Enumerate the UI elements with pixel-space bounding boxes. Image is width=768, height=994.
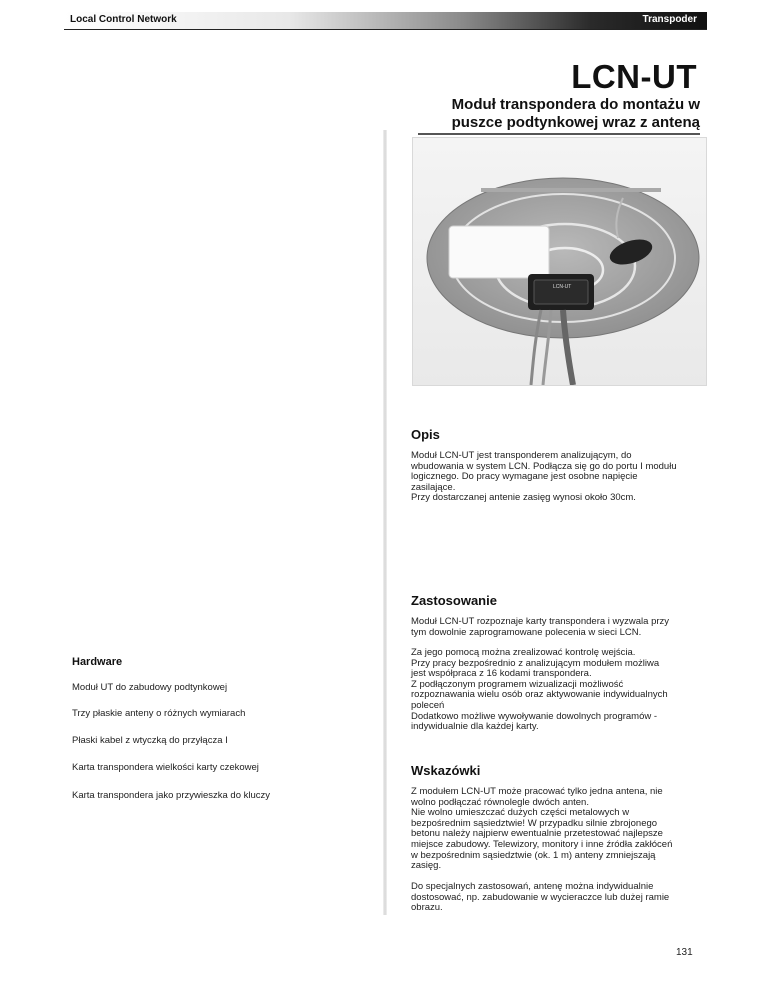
hardware-heading: Hardware — [72, 656, 123, 668]
wskazowki-line: bezpośrednim sąsiedztwie! W przypadku silnie zbrojonego — [411, 817, 658, 829]
zastosowanie-line: jest współpraca z 16 kodami transpondera. — [411, 668, 592, 680]
opis-paragraph — [411, 451, 697, 504]
zastosowanie-heading: Zastosowanie — [411, 593, 497, 608]
header-right-label: Transpoder — [642, 14, 697, 25]
wskazowki-line: w bezpośrednim sąsiedztwie (ok. 1 m) anteny zmniejszają — [411, 849, 656, 861]
header-left-label: Local Control Network — [70, 14, 177, 25]
hardware-item: Trzy płaskie anteny o różnych wymiarach — [72, 708, 246, 719]
opis-heading: Opis — [411, 427, 440, 442]
opis-line: zasilające. — [411, 481, 456, 493]
zastosowanie-paragraph-2 — [411, 648, 697, 733]
page-number: 131 — [676, 947, 693, 958]
zastosowanie-line: Dodatkowo możliwe wywoływanie dowolnych programów - — [411, 710, 658, 722]
page-subtitle — [418, 96, 700, 132]
wskazowki-line: betonu należy najpierw ewentualnie przetestować najlepsze — [411, 828, 663, 840]
zastosowanie-line: tym dowolnie zaprogramowane polecenia w sieci LCN. — [411, 626, 642, 638]
zastosowanie-line: Moduł LCN-UT rozpoznaje karty transpondera i wyzwala przy — [411, 616, 670, 627]
product-photo — [412, 137, 707, 386]
wskazowki-line: Do specjalnych zastosowań, antenę można indywidualnie — [411, 881, 654, 892]
subtitle-line: puszce podtynkowej wraz z anteną — [451, 114, 700, 131]
device-label: LCN-UT — [553, 284, 572, 290]
zastosowanie-paragraph-1 — [411, 617, 697, 638]
zastosowanie-line: indywidualnie dla każdej karty. — [411, 721, 539, 733]
opis-line: wbudowania w system LCN. Podłącza się go do portu I modułu — [411, 460, 677, 472]
zastosowanie-line: poleceń — [411, 699, 445, 711]
wskazowki-line: zasięg. — [411, 860, 442, 872]
subtitle-line: Moduł transpondera do montażu w — [451, 96, 700, 113]
wskazowki-line: obrazu. — [411, 902, 443, 914]
wskazowki-line: miejsce zabudowy. Telewizory, monitory i inne źródła zakłóceń — [411, 838, 673, 850]
zastosowanie-line: Za jego pomocą można zrealizować kontrolę wejścia. — [411, 647, 636, 658]
hardware-item: Płaski kabel z wtyczką do przyłącza I — [72, 735, 228, 746]
column-divider — [383, 130, 387, 915]
zastosowanie-line: Z podłączonym programem wizualizacji możliwość — [411, 678, 624, 690]
page-title: LCN-UT — [571, 58, 697, 95]
wskazowki-paragraph-1 — [411, 787, 697, 872]
wskazowki-line: dostosować, np. zabudowanie w wycieraczce lub dużej ramie — [411, 891, 670, 903]
zastosowanie-line: Przy pracy bezpośrednio z analizującym modułem możliwa — [411, 657, 660, 669]
opis-line: Przy dostarczanej antenie zasięg wynosi około 30cm. — [411, 492, 636, 504]
zastosowanie-line: rozpoznawania wielu osób oraz aktywowanie indywidualnych — [411, 689, 668, 701]
wskazowki-line: wolno podłączać równolegle dwóch anten. — [411, 796, 589, 808]
wskazowki-paragraph-2 — [411, 882, 697, 914]
hardware-item: Moduł UT do zabudowy podtynkowej — [72, 682, 228, 693]
opis-line: Moduł LCN-UT jest transponderem analizującym, do — [411, 450, 632, 461]
subtitle-rule — [418, 133, 700, 135]
hardware-item: Karta transpondera wielkości karty czekowej — [72, 762, 259, 773]
product-photo-icon — [413, 138, 706, 385]
wskazowki-line: Z modułem LCN-UT może pracować tylko jedna antena, nie — [411, 786, 663, 797]
wskazowki-line: Nie wolno umieszczać dużych części metalowych w — [411, 807, 630, 819]
header-bar — [64, 12, 707, 30]
wskazowki-heading: Wskazówki — [411, 763, 481, 778]
hardware-item: Karta transpondera jako przywieszka do kluczy — [72, 790, 271, 801]
opis-line: logicznego. Do pracy wymagane jest osobne napięcie — [411, 471, 638, 483]
